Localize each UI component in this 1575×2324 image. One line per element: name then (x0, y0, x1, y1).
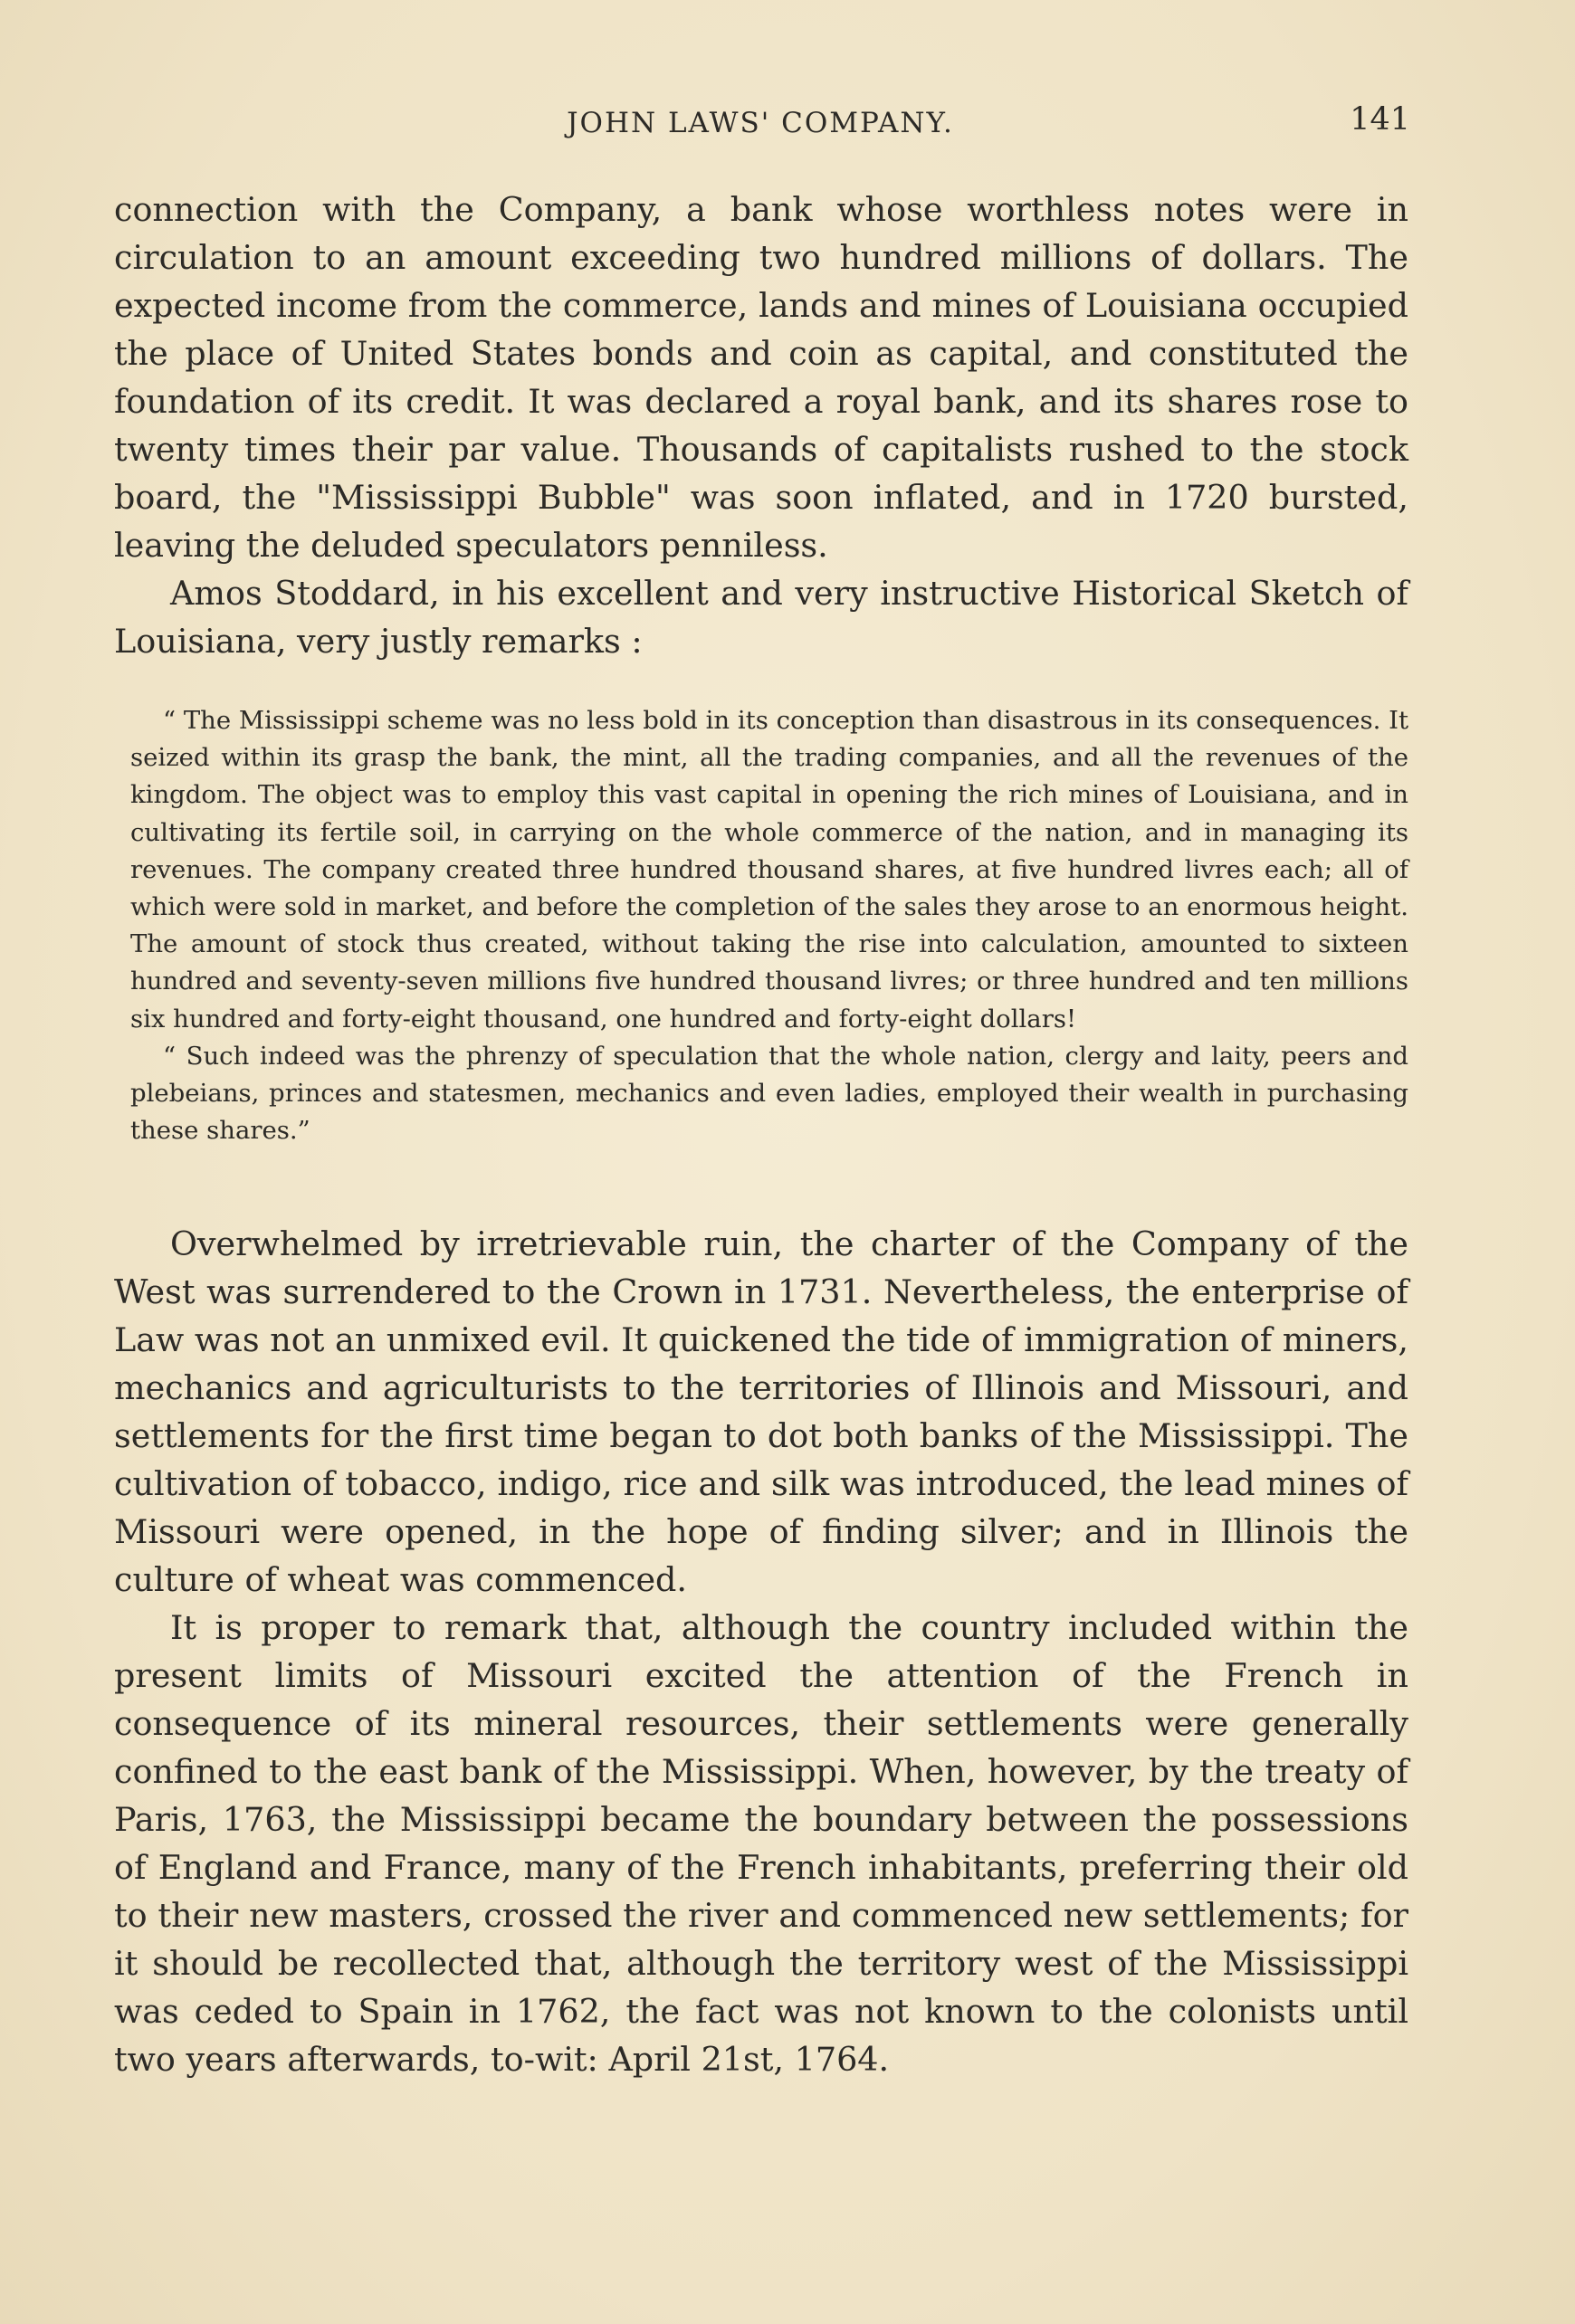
paragraph-3: Overwhelmed by irretrievable ruin, the charter of the Company of the West was surrendered to the Crown in 1731. Nevertheless, the enterprise of Law was not an unmixed evil. It quickened the tide of immigration of miners, mechanics and agriculturists to the territories of Illinois and Missouri, and settlements for the first time began to dot both banks of the Mississippi. The cultivation of tobacco, indigo, rice and silk was introduced, the lead mines of Missouri were opened, in the hope of finding silver; and in Illinois the culture of wheat was commenced. (114, 1224, 1408, 1599)
quote-paragraph-2: “ Such indeed was the phrenzy of speculation that the whole nation, clergy and laity, peers and plebeians, princes and statesmen, mechanics and even ladies, employed their wealth in purchasing these shares.” (130, 1041, 1408, 1146)
paragraph-4: It is proper to remark that, although the country included within the present limits of Missouri excited the attention of the French in consequence of its mineral resources, their settlements were generally confined to the east bank of the Mississippi. When, however, by the treaty of Paris, 1763, the Mississippi became the boundary between the possessions of England and France, many of the French inhabitants, preferring their old to their new masters, crossed the river and commenced new settlements; for it should be recollected that, although the territory west of the Mississippi was ceded to Spain in 1762, the fact was not known to the colonists until two years afterwards, to-wit: April 21st, 1764. (114, 1608, 1408, 2079)
running-title: JOHN LAWS' COMPANY. (567, 107, 954, 139)
block-quote (130, 702, 1408, 1149)
quote-paragraph-1: “ The Mississippi scheme was no less bold in its conception than disastrous in its consequences. It seized within its grasp the bank, the mint, all the trading companies, and all the revenues of the kingdom. The object was to employ this vast capital in opening the rich mines of Louisiana, and in cultivating its fertile soil, in carrying on the whole commerce of the nation, and in managing its revenues. The company created three hundred thousand shares, at five hundred livres each; all of which were sold in market, and before the completion of the sales they arose to an enormous height. The amount of stock thus created, without taking the rise into calculation, amounted to sixteen hundred and seventy-seven millions five hundred thousand livres; or three hundred and ten millions six hundred and forty-eight thousand, one hundred and forty-eight dollars! (130, 706, 1408, 1033)
paragraph-1: connection with the Company, a bank whose worthless notes were in circulation to an amount exceeding two hundred millions of dollars. The expected income from the commerce, lands and mines of Louisiana occupied the place of United States bonds and coin as capital, and constituted the foundation of its credit. It was declared a royal bank, and its shares rose to twenty times their par value. Thousands of capitalists rushed to the stock board, the "Mississippi Bubble" was soon inflated, and in 1720 bursted, leaving the deluded speculators penniless. (114, 190, 1408, 565)
body-text-bottom (114, 1220, 1408, 2083)
body-text-top (114, 186, 1408, 665)
paragraph-2: Amos Stoddard, in his excellent and very instructive Historical Sketch of Louisiana, very justly remarks : (114, 574, 1408, 661)
running-head (109, 101, 1412, 147)
page-number: 141 (1350, 101, 1410, 138)
